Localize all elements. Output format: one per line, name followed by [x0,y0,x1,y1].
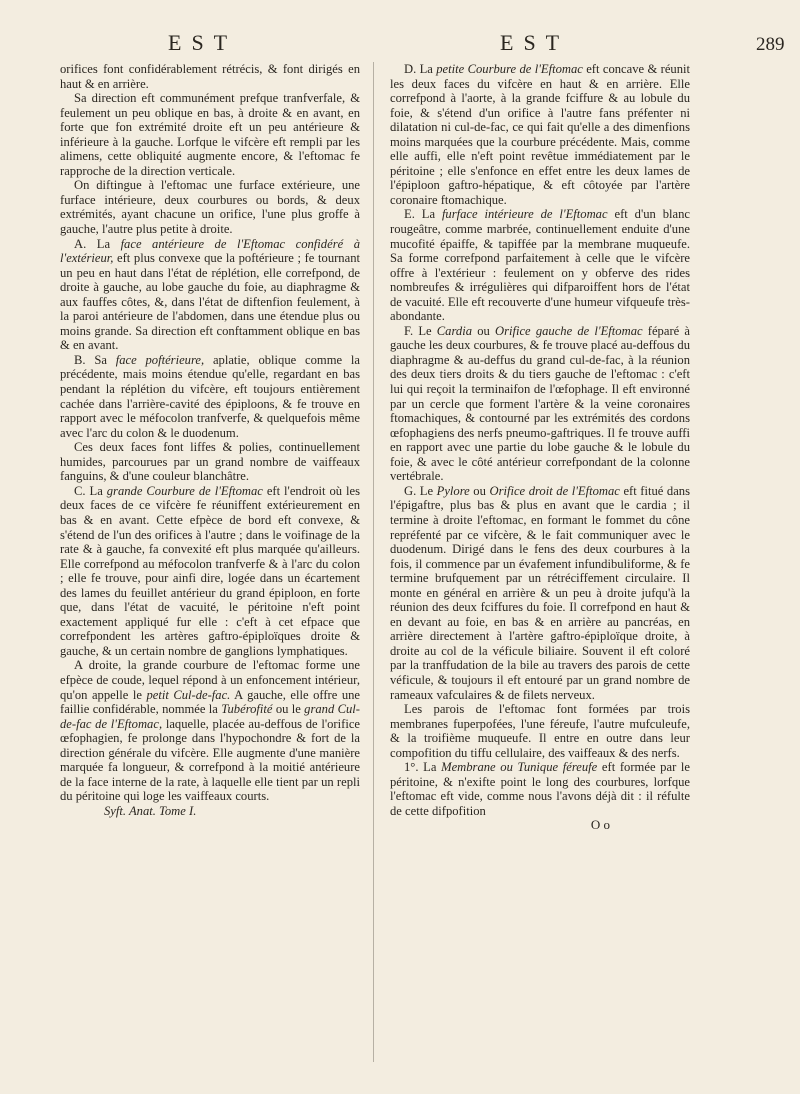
paragraph [390,62,690,207]
paragraph-text: ou le [272,702,305,717]
paragraph-text: A gauche, elle offre une faillie confidérable, nommée la [60,687,360,717]
paragraph [390,207,690,323]
page-number: 289 [756,34,785,55]
paragraph-text: eft d'un blanc rougeâtre, comme marbrée, continuellement enduite d'une mucofité épaiffe, & tapiffée par la membrane muqueufe. Sa forme correfpond parfaitement à celle que le vifcère offre à l'extérieur : feulement on y obferve des rides nombreufes & irrégulières qui difparoiffent hors de l'état de vacuité. Elle eft recouverte d'une humeur vifqueufe très-abondante. [390,207,691,324]
paragraph [390,760,690,818]
paragraph [60,658,360,803]
term: petite Courbure de l'Eftomac [436,62,583,76]
term: grande Courbure de l'Eftomac [106,483,263,498]
item-marker: B. Sa [74,352,116,367]
signature-mark: O o [590,817,610,833]
column-divider [373,62,374,1062]
term: Cardia [436,323,473,338]
paragraph [390,324,690,484]
item-marker: E. La [404,207,442,222]
item-marker: D. La [404,62,437,76]
running-head-left: EST [168,30,238,55]
paragraph [60,484,360,659]
item-marker: A. La [74,236,121,251]
right-column [390,62,690,833]
term: Orifice gauche de l'Eftomac [494,323,643,338]
term: Pylore [436,483,470,498]
paragraph [60,353,360,440]
paragraph: Ces deux faces font liffes & polies, continuellement humides, parcourues par un grand nombre de vaiffeaux fanguins, & d'une couleur blanchâtre. [60,440,360,484]
item-marker: 1°. La [404,760,442,775]
term: petit Cul-de-fac. [146,687,231,702]
paragraph: orifices font confidérablement rétrécis, & font dirigés en haut & en arrière. [60,62,360,91]
paragraph-text: eft formée par le péritoine, & n'exifte point le long des courbures, lorfque l'eftomac eft vide, comme nous l'avons déjà dit : il réfulte de cette difpofition [390,760,691,818]
paragraph: Sa direction eft communément prefque tranfverfale, & feulement un peu oblique en bas, à droite & en avant, en forte que fon extrémité droite eft un peu antérieure & inférieure à la gauche. Lorfque le vifcère eft rempli par les alimens, cette obliquité augmente encore, & l'eftomac fe rapproche de la direction verticale. [60,91,360,178]
term: grand Cul-de-fac de l'Eftomac, [60,702,360,731]
term: face poftérieure, [115,352,205,367]
term: furface intérieure de l'Eftomac [441,207,608,222]
running-head-right: EST [500,30,570,55]
term: Orifice droit de l'Eftomac [489,483,620,498]
paragraph-text: A droite, la grande courbure de l'eftomac forme une efpèce de coude, lequel répond à un enfoncement intérieur, qu'on appelle le [60,658,360,702]
term: face antérieure de l'Eftomac confidéré à l'extérieur, [60,236,360,266]
paragraph-text: féparé à gauche les deux courbures, & fe trouve placé au-deffous du diaphragme & au-deffus du grand cul-de-fac, à la réunion des deux tiers droits & du tiers gauche de l'eftomac : c'eft lui qui reçoit la terminaifon de l'œfophage. Il eft environné par un cercle que forment l'artère & la veine coronaires ftomachiques, & contourné par les extrémités des cordons œfophagiens des nerfs pneumo-gaftriques. Il fe trouve auffi en rapport avec une partie du lobe gauche & le lobule du foie, & avec le côté antérieur correfpondant de la colonne vertébrale. [390,323,690,484]
paragraph [60,237,360,353]
running-head [0,30,800,60]
term: Tubérofité [221,702,273,717]
paragraph-text: eft plus convexe que la poftérieure ; fe tournant un peu en haut dans l'état de réplétion, elle correfpond, de droite à gauche, au lobe gauche du foie, au diaphragme & aux fauffes côtes, &, dans l'état de diftenfion feulement, à la paroi antérieure de l'abdomen, dans une étendue plus ou moins grande. Sa direction eft conftamment oblique en bas & en avant. [60,251,360,353]
paragraph: On diftingue à l'eftomac une furface extérieure, une furface intérieure, deux courbures ou bords, & deux extrémités, ayant chacune un orifice, l'une plus groffe à gauche, l'autre plus petite à droite. [60,178,360,237]
item-marker: F. Le [404,323,437,338]
paragraph [390,484,690,702]
paragraph-text: ou [469,483,490,498]
term: Membrane ou Tunique féreufe [441,760,598,775]
paragraph-text: eft l'endroit où les deux faces de ce vifcère fe réuniffent extérieurement en bas & en avant. Cette efpèce de bord eft convexe, & s'étend de l'un des orifices à l'autre ; dans le voifinage de la rate & à gauche, fa convexité eft plus marquée qu'ailleurs. Elle correfpond au méfocolon tranfverfe & à l'arc du colon ; elle fe trouve, pour ainfi dire, logée dans un écartement des lames du feuillet antérieur du grand épiploon, en forte que, dans l'état de vacuité, le péritoine n'eft point exactement appliqué fur elle : c'eft à cet efpace que correfpondent les artères gaftro-épiploïques droite & gauche, & un certain nombre de ganglions lymphatiques. [60,483,360,658]
left-column [60,62,360,818]
paragraph-text: eft concave & réunit les deux faces du vifcère en haut & en arrière. Elle correfpond à l'aorte, à la grande fciffure & au lobule du foie, & s'étend d'un orifice à l'autre fans préfenter ni dilatation ni cul-de-fac, ce qui fait qu'elle a des dimenfions moins marquées que la courbure précédente. Mais, comme elle auffi, elle n'eft point revêtue immédiatement par le péritoine ; elle s'enfonce en effet entre les deux lames de l'épiploon gaftro-hépatique, & eft côtoyée par l'artère coronaire ftomachique. [390,62,690,207]
paragraph-text: aplatie, oblique comme la précédente, mais moins étendue qu'elle, regardant en bas pendant la réplétion du vifcère, eft toujours entièrement cachée dans l'arrière-cavité des épiploons, & fe trouve en rapport avec le méfocolon tranfverfe, & quelquefois même avec l'arc du colon & le duodenum. [60,352,360,440]
paragraph-text: ou [472,323,495,338]
paragraph-text: laquelle, placée au-deffous de l'orifice œfophagien, fe prolonge dans l'hypochondre & fort de la direction générale du vifcère. Elle augmente d'une manière marquée fa longueur, & correfpond à la moitié antérieure de la face interne de la rate, à laquelle elle tient par un repli du péritoine qui loge les vaiffeaux courts. [60,716,360,804]
item-marker: C. La [74,483,107,498]
volume-footer: Syft. Anat. Tome I. [104,803,197,818]
paragraph: Les parois de l'eftomac font formées par trois membranes fuperpofées, l'une féreufe, l'autre mufculeufe, & la troifième muqueufe. Il entre en outre dans leur compofition du tiffu cellulaire, des vaiffeaux & des nerfs. [390,702,690,760]
paragraph-text: eft fitué dans l'épigaftre, plus bas & plus en avant que le cardia ; il termine à droite l'eftomac, en formant le fommet du cône repréfenté par ce vifcère, & le fait communiquer avec le duodenum. Dirigé dans le fens des deux courbures à la fois, il commence par un évafement infundibuliforme, & fe termine brufquement par un rétréciffement circulaire. Il monte en général en arrière & un peu à droite jufqu'à la réunion des deux fciffures du foie. Il correfpond en haut & en devant au foie, en bas & en arrière au pancréas, en arrière directement à l'artère gaftro-épiploïque droite, à droite au col de la véficule biliaire. Souvent il eft coloré par la tranffudation de la bile au travers des parois de cette véficule, & toujours il eft entouré par un grand nombre de rameaux vafculaires & de filets nerveux. [390,483,691,702]
item-marker: G. Le [404,483,437,498]
